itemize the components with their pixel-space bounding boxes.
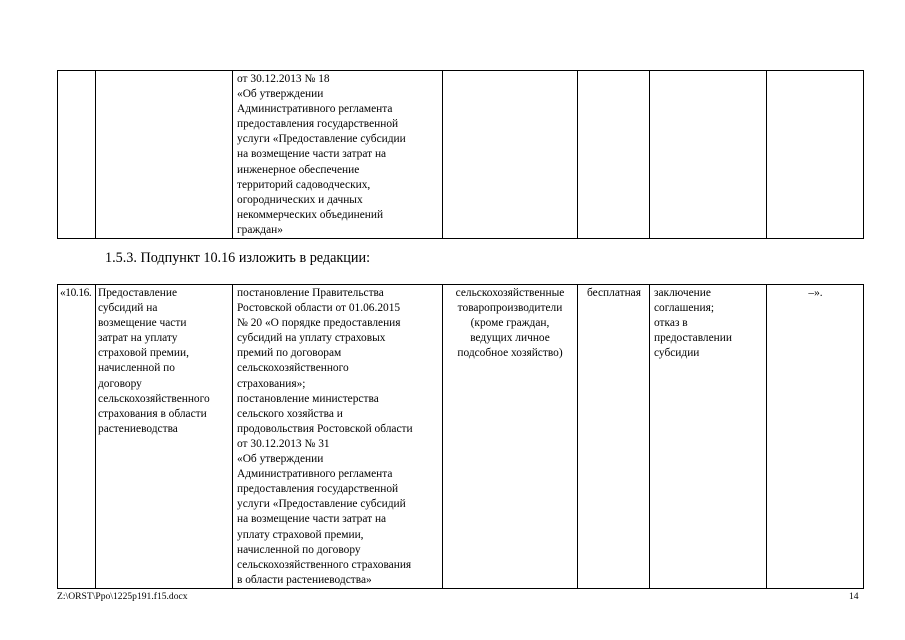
cell-service-name: Предоставление субсидий на возмещение части затрат на уплату страховой премии, начисленной по договору сельскохозяйственного страхования в области растениеводства — [96, 285, 233, 589]
amendment-heading: 1.5.3. Подпункт 10.16 изложить в редакции: — [105, 250, 371, 266]
footer-file-path: Z:\ORST\Ppo\1225p191.f15.docx — [57, 591, 188, 602]
table-row — [58, 285, 864, 589]
cell-legal-basis: постановление Правительства Ростовской области от 01.06.2015 № 20 «О порядке предоставления субсидий на уплату страховых премий по договорам сельскохозяйственного страхования»; постановление министерства сельского хозяйства и продовольствия Ростовской области от 30.12.2013 № 31 «Об утверждении Административного регламента предоставления государственной услуги «Предоставление субсидий на возмещение части затрат на уплату страховой премии, начисленной по договору сельскохозяйственного страхования в области растениеводства» — [233, 285, 443, 589]
cell-result: заключение соглашения; отказ в предоставлении субсидии — [650, 285, 767, 589]
cell-notes — [767, 71, 864, 239]
cell-recipients: сельскохозяйственные товаропроизводители (кроме граждан, ведущих личное подсобное хозяйство) — [443, 285, 578, 589]
continued-table — [57, 70, 864, 239]
cell-result — [650, 71, 767, 239]
table-row — [58, 71, 864, 239]
amendment-table — [57, 284, 864, 589]
cell-fee — [578, 71, 650, 239]
cell-legal-basis: от 30.12.2013 № 18 «Об утверждении Административного регламента предоставления государственной услуги «Предоставление субсидии на возмещение части затрат на инженерное обеспечение территорий садоводческих, огороднических и дачных некоммерческих объединений граждан» — [233, 71, 443, 239]
cell-notes: –». — [767, 285, 864, 589]
cell-recipients — [443, 71, 578, 239]
cell-number — [58, 71, 96, 239]
cell-service-name — [96, 71, 233, 239]
cell-fee: бесплатная — [578, 285, 650, 589]
page-number: 14 — [849, 591, 859, 602]
cell-number: «10.16. — [58, 285, 96, 589]
